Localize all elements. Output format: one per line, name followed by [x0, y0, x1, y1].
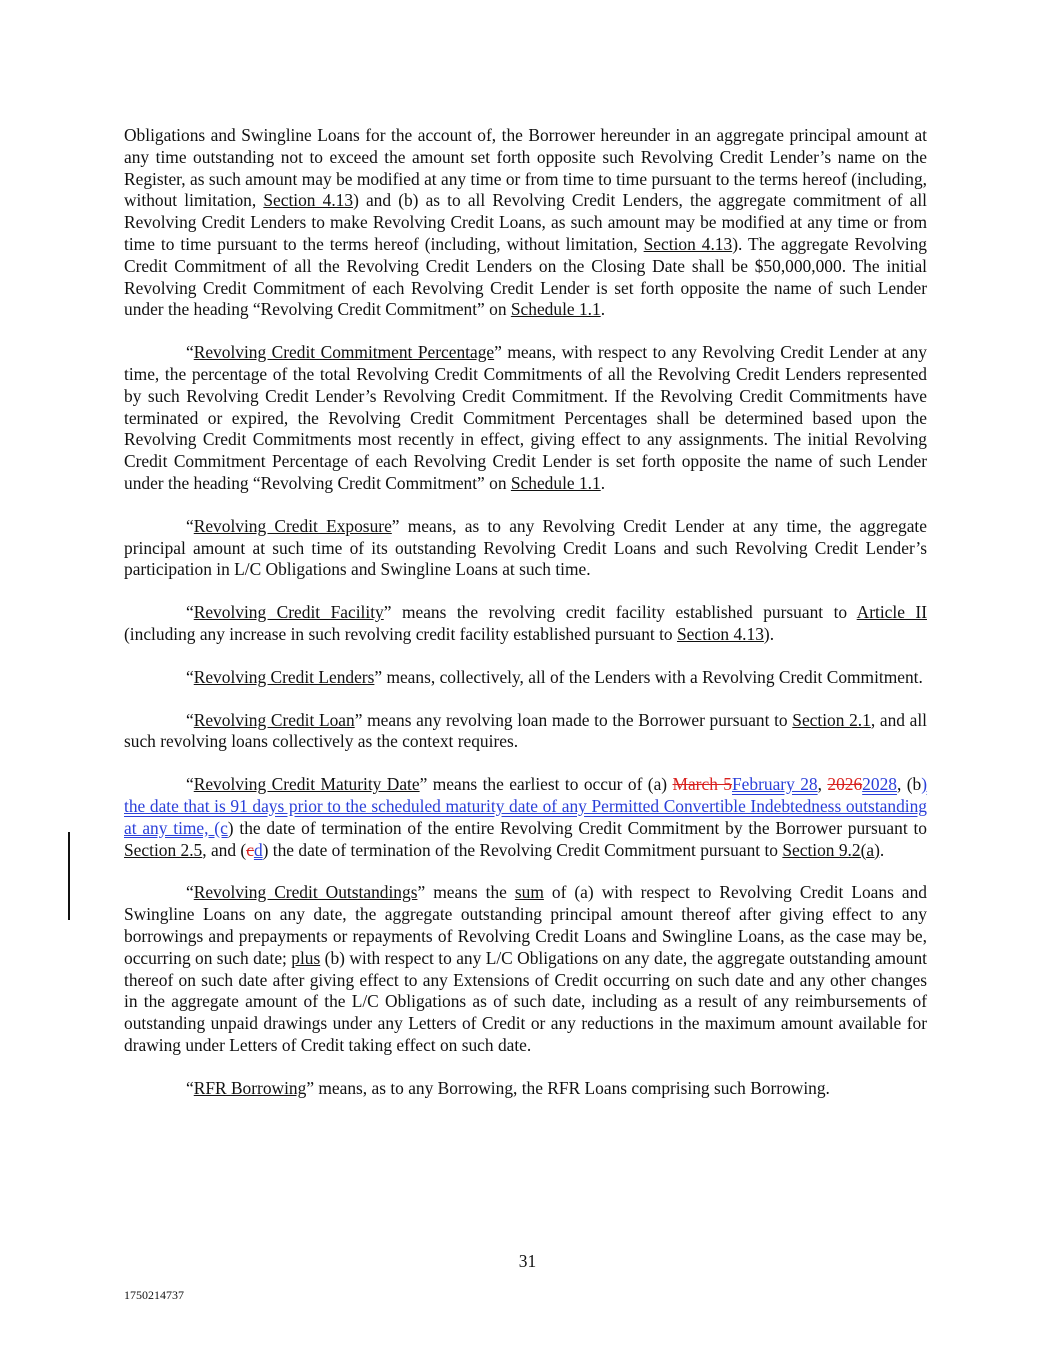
defined-term: RFR Borrowing	[193, 1077, 307, 1098]
emphasis-term: plus	[291, 947, 321, 968]
inserted-text: February 28	[732, 774, 818, 795]
document-body	[124, 125, 927, 1120]
definition-credit-loan: “Revolving Credit Loan” means any revolving loan made to the Borrower pursuant to Section 2.1, and all such revolving loans collectively as the context requires.	[124, 709, 927, 752]
emphasis-term: sum	[514, 882, 544, 903]
section-link[interactable]: Section 2.5	[124, 839, 203, 860]
defined-term: Revolving Credit Outstandings	[193, 882, 418, 903]
schedule-link[interactable]: Schedule 1.1	[510, 299, 601, 320]
section-link[interactable]: Section 9.2(a)	[782, 839, 880, 860]
document-id: 1750214737	[124, 1288, 184, 1302]
defined-term: Revolving Credit Facility	[193, 602, 384, 623]
defined-term: Revolving Credit Maturity Date	[193, 774, 420, 795]
defined-term: Revolving Credit Commitment Percentage	[193, 342, 495, 363]
defined-term: Revolving Credit Loan	[193, 709, 355, 730]
section-link[interactable]: Section 4.13	[263, 190, 354, 211]
inserted-text: d	[253, 839, 263, 860]
section-link[interactable]: Section 2.1	[792, 709, 871, 730]
deleted-text: c	[246, 839, 254, 860]
deleted-text: March 5	[672, 774, 733, 795]
definition-credit-exposure: “Revolving Credit Exposure” means, as to any Revolving Credit Lender at any time, the aggregate principal amount at such time of its outstanding Revolving Credit Loans and such Revolving Credit Lender’s participation in L/C Obligations and Swingline Loans at such time.	[124, 515, 927, 580]
inserted-text: ) the date that is 91 days prior to the scheduled maturity date of any Permitted Convertible Indebtedness outstanding at any time, (c	[124, 774, 928, 838]
definition-credit-lenders: “Revolving Credit Lenders” means, collectively, all of the Lenders with a Revolving Credit Commitment.	[186, 666, 923, 687]
definition-maturity-date: “Revolving Credit Maturity Date” means the earliest to occur of (a) March 5February 28, 20262028, (b) the date that is 91 days prior to the scheduled maturity date of any Permitted Convertible Indebtedness outstanding at any time, (c) the date of termination of the entire Revolving Credit Commitment by the Borrower pursuant to Section 2.5, and (cd) the date of termination of the Revolving Credit Commitment pursuant to Section 9.2(a).	[124, 774, 928, 860]
definition-commitment-percentage: “Revolving Credit Commitment Percentage” means, with respect to any Revolving Credit Lender at any time, the percentage of the total Revolving Credit Commitments of all the Revolving Credit Lenders represented by such Revolving Credit Lender’s Revolving Credit Commitment. If the Revolving Credit Commitments have terminated or expired, the Revolving Credit Commitment Percentages shall be determined based upon the Revolving Credit Commitments most recently in effect, giving effect to any assignments. The initial Revolving Credit Commitment Percentage of each Revolving Credit Lender is set forth opposite the name of such Lender under the heading “Revolving Credit Commitment” on Schedule 1.1.	[124, 342, 927, 493]
section-link[interactable]: Section 4.13	[643, 233, 733, 254]
schedule-link[interactable]: Schedule 1.1	[510, 472, 601, 493]
defined-term: Revolving Credit Lenders	[193, 666, 375, 687]
definition-rfr-borrowing: “RFR Borrowing” means, as to any Borrowing, the RFR Loans comprising such Borrowing.	[186, 1077, 830, 1098]
paragraph-revolving-credit-commitment-cont: Obligations and Swingline Loans for the account of, the Borrower hereunder in an aggregate principal amount at any time outstanding not to exceed the amount set forth opposite such Revolving Credit Lender’s name on the Register, as such amount may be modified at any time or from time to time pursuant to the terms hereof (including, without limitation, Section 4.13) and (b) as to all Revolving Credit Lenders, the aggregate commitment of all Revolving Credit Lenders to make Revolving Credit Loans, as such amount may be modified at any time or from time to time pursuant to the terms hereof (including, without limitation, Section 4.13). The aggregate Revolving Credit Commitment of all the Revolving Credit Lenders on the Closing Date shall be $50,000,000. The initial Revolving Credit Commitment of each Revolving Credit Lender is set forth opposite the name of such Lender under the heading “Revolving Credit Commitment” on Schedule 1.1.	[124, 125, 927, 320]
definition-credit-facility: “Revolving Credit Facility” means the revolving credit facility established pursuant to Article II (including any increase in such revolving credit facility established pursuant to Section 4.13).	[124, 602, 927, 644]
inserted-text: 2028	[862, 774, 897, 795]
page-number: 31	[518, 1251, 537, 1271]
defined-term: Revolving Credit Exposure	[193, 515, 392, 536]
deleted-text: 2026	[827, 774, 863, 795]
definition-credit-outstandings: “Revolving Credit Outstandings” means the sum of (a) with respect to Revolving Credit Loans and Swingline Loans on any date, the aggregate outstanding principal amount thereof after giving effect to any borrowings and prepayments or repayments of Revolving Credit Loans and Swingline Loans, as the case may be, occurring on such date; plus (b) with respect to any L/C Obligations on any date, the aggregate outstanding amount thereof on such date after giving effect to any Extensions of Credit occurring on such date and any other changes in the aggregate amount of the L/C Obligations as of such date, including as a result of any reimbursements of outstanding unpaid drawings under any Letters of Credit or any reductions in the maximum amount available for drawing under Letters of Credit taking effect on such date.	[124, 882, 927, 1055]
section-link[interactable]: Section 4.13	[676, 623, 764, 644]
article-link[interactable]: Article II	[856, 602, 927, 623]
revision-change-bar	[68, 832, 70, 920]
